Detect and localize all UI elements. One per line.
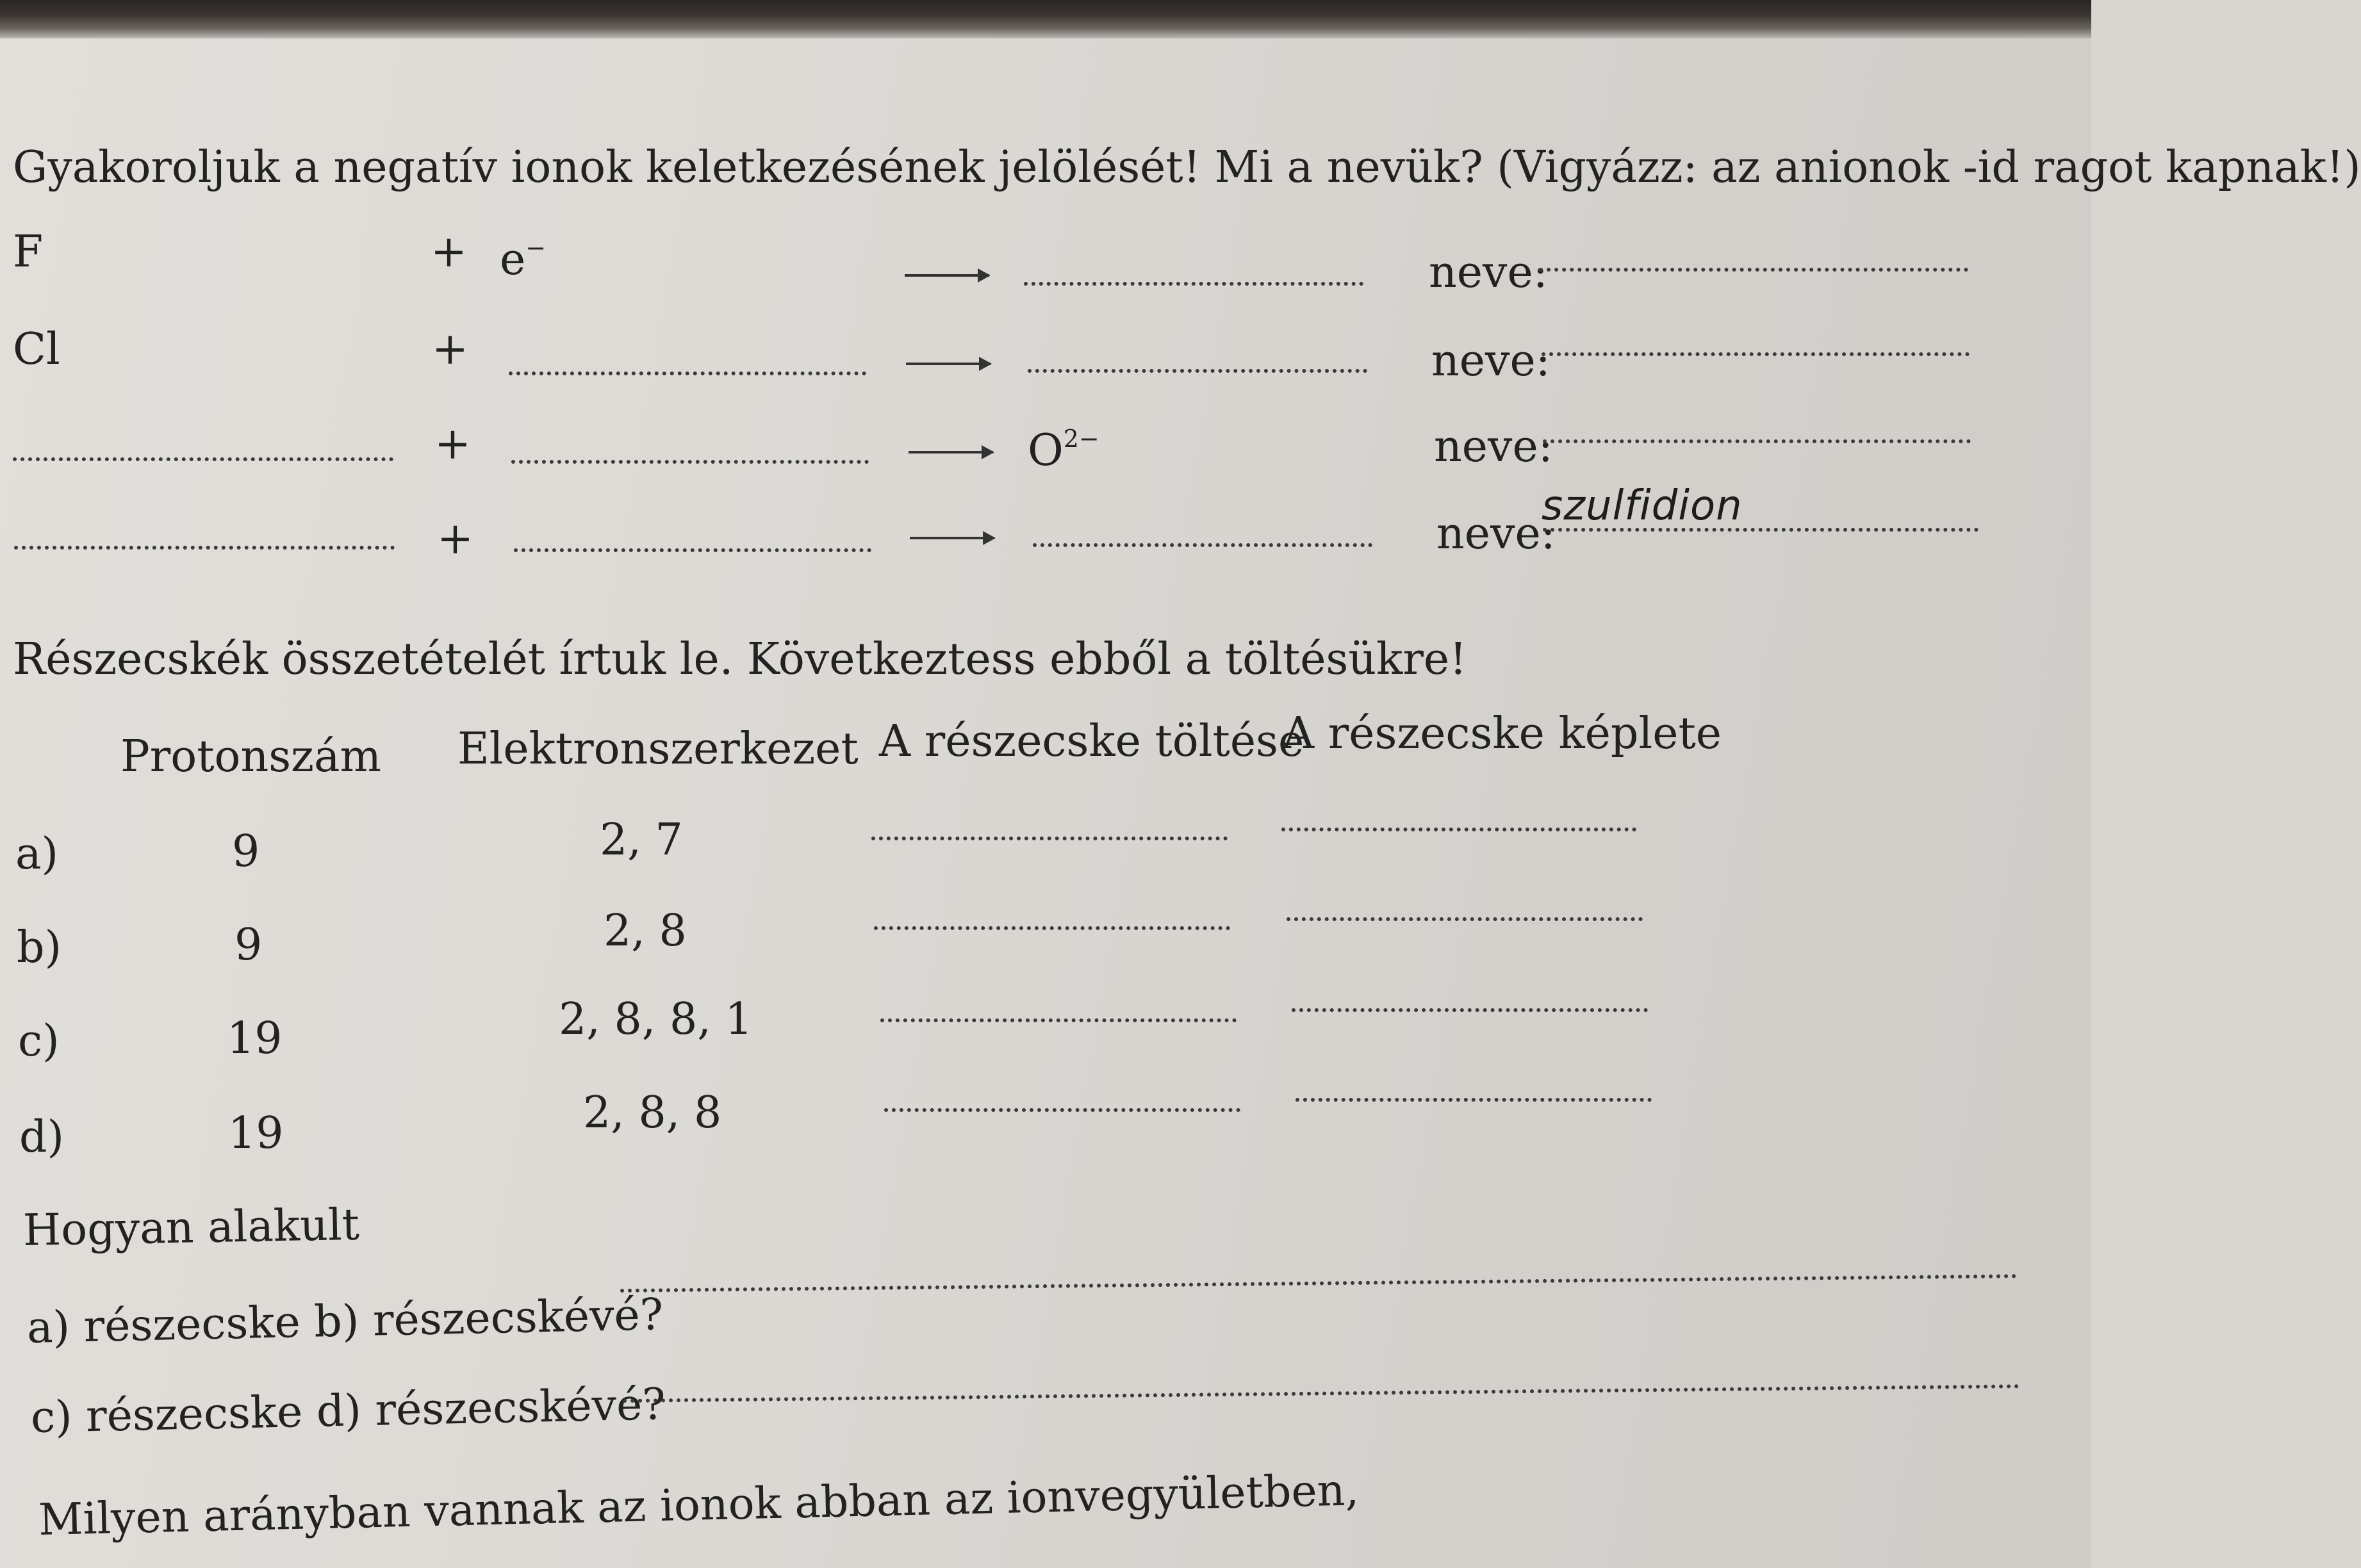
header-elektronszerkezet: Elektronszerkezet <box>457 724 859 774</box>
row4-electron-blank[interactable] <box>514 548 871 552</box>
exercise-3-title: Hogyan alakult <box>22 1199 360 1256</box>
row-a-label: a) <box>15 829 59 879</box>
row2-electron-blank[interactable] <box>509 372 866 375</box>
row4-plus: + <box>437 514 473 564</box>
row-d-formula-blank[interactable] <box>1296 1098 1652 1102</box>
row2-arrow <box>906 363 991 365</box>
row1-name-blank[interactable] <box>1539 268 1968 272</box>
exercise-1-instruction: Gyakoroljuk a negatív ionok keletkezésének jelölését! Mi a nevük? (Vigyázz: az anionok -id ragot kapnak!) <box>13 142 2361 193</box>
row-d-protons: 19 <box>228 1108 284 1159</box>
row2-plus: + <box>432 324 468 375</box>
row4-arrow <box>910 537 994 539</box>
row1-plus: + <box>431 227 467 277</box>
row-c-formula-blank[interactable] <box>1292 1008 1648 1012</box>
row4-handwritten-name: szulfidion <box>1542 482 1743 530</box>
row3-name-label: neve: <box>1434 421 1553 472</box>
row2-name-blank[interactable] <box>1542 352 1970 356</box>
row-d-label: d) <box>19 1112 65 1163</box>
row2-product-blank[interactable] <box>1028 369 1367 373</box>
exercise-4-text: Milyen arányban vannak az ionok abban az ionvegyületben, <box>38 1465 1360 1546</box>
row-b-charge-blank[interactable] <box>874 926 1230 930</box>
row2-left-symbol: Cl <box>13 324 60 375</box>
row1-electron: e− <box>500 234 547 285</box>
row3-arrow <box>909 451 993 453</box>
row2-name-label: neve: <box>1431 336 1551 386</box>
row3-left-blank[interactable] <box>13 457 393 461</box>
row4-left-blank[interactable] <box>14 546 395 550</box>
row4-name-label: neve: <box>1436 509 1556 559</box>
row3-product: $O^{2-}$ <box>1028 425 1099 476</box>
header-keplet: A részecske képlete <box>1283 708 1722 759</box>
row1-left-symbol: F <box>13 227 44 277</box>
header-protonszam: Protonszám <box>120 731 382 782</box>
exercise-3-question-a: a) részecske b) részecskévé? <box>26 1289 664 1353</box>
row4-product-blank[interactable] <box>1033 543 1372 547</box>
row-b-config: 2, 8 <box>604 906 687 956</box>
row1-product-blank[interactable] <box>1024 282 1363 286</box>
row-d-charge-blank[interactable] <box>884 1108 1240 1112</box>
row-a-protons: 9 <box>232 826 260 877</box>
page-top-shadow <box>0 0 2091 38</box>
header-toltes: A részecske töltése <box>879 716 1304 767</box>
row-c-charge-blank[interactable] <box>880 1018 1237 1022</box>
row3-plus: + <box>434 419 471 470</box>
row-a-charge-blank[interactable] <box>871 837 1228 840</box>
row3-name-blank[interactable] <box>1543 439 1971 443</box>
exercise-3-question-c: c) részecske d) részecskévé? <box>30 1379 666 1443</box>
row1-name-label: neve: <box>1429 247 1548 298</box>
row3-electron-blank[interactable] <box>511 460 869 464</box>
row-d-config: 2, 8, 8 <box>583 1088 722 1138</box>
row-a-formula-blank[interactable] <box>1281 828 1636 831</box>
row-c-protons: 19 <box>227 1013 283 1064</box>
row-a-config: 2, 7 <box>600 815 683 865</box>
row-b-label: b) <box>17 922 62 973</box>
row-c-config: 2, 8, 8, 1 <box>559 994 753 1045</box>
row-b-protons: 9 <box>234 920 263 970</box>
row-c-label: c) <box>18 1016 60 1066</box>
row1-arrow <box>905 274 989 277</box>
exercise-2-instruction: Részecskék összetételét írtuk le. Következtess ebből a töltésükre! <box>13 634 1467 685</box>
row-b-formula-blank[interactable] <box>1287 917 1643 921</box>
